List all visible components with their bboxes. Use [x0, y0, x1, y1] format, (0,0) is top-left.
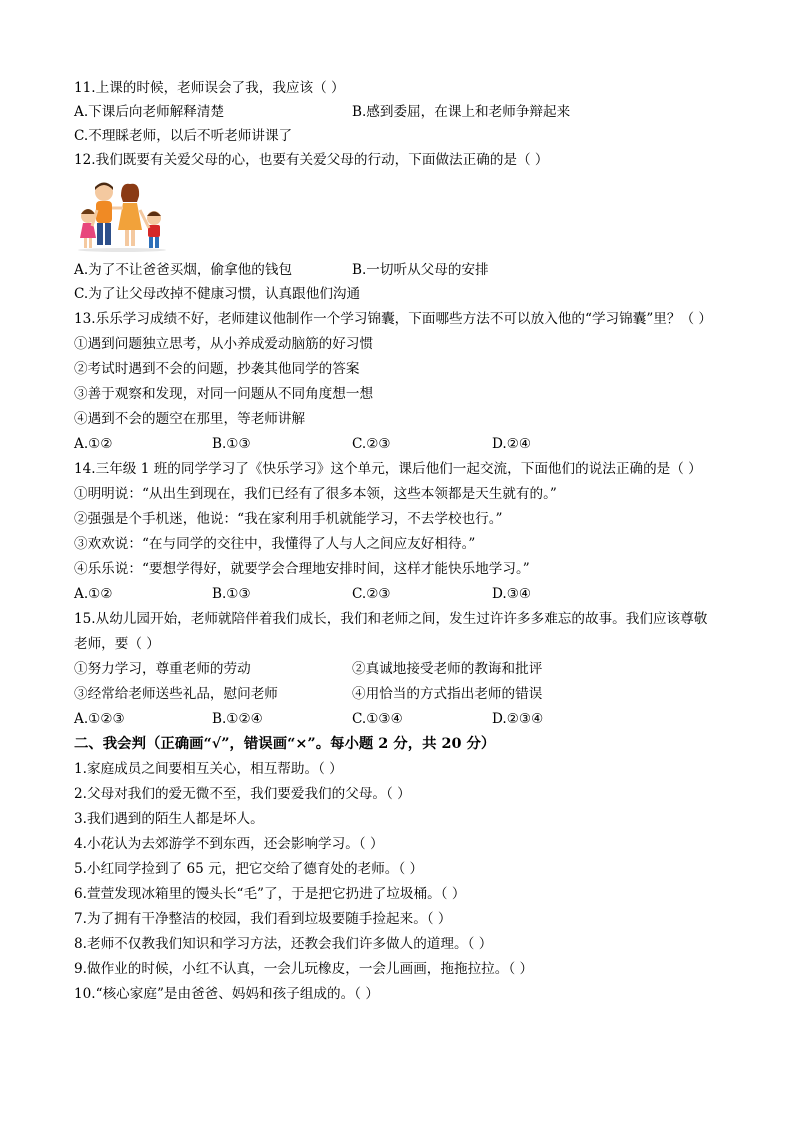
- judgment-item: 8.老师不仅教我们知识和学习方法，还教会我们许多做人的道理。（ ）: [74, 936, 493, 952]
- section-heading: 二、我会判（正确画“√”，错误画“×”。每小题 2 分，共 20 分）: [74, 735, 496, 752]
- question-13-item: ③善于观察和发现，对同一问题从不同角度想一想: [74, 386, 374, 402]
- family-illustration: [74, 180, 170, 252]
- question-14-item: ④乐乐说：“要想学得好，就要学会合理地安排时间，这样才能快乐地学习。”: [74, 561, 530, 577]
- judgment-item: 5.小红同学捡到了 65 元，把它交给了德育处的老师。（ ）: [74, 861, 424, 877]
- question-13-item: ④遇到不会的题空在那里，等老师讲解: [74, 411, 306, 427]
- question-14-option-c: C.②③: [352, 586, 391, 602]
- question-15-option-d: D.②③④: [492, 711, 544, 727]
- question-13-item: ①遇到问题独立思考，从小养成爱动脑筋的好习惯: [74, 336, 374, 352]
- question-13-option-a: A.①②: [74, 436, 113, 452]
- question-12-option-a: A.为了不让爸爸买烟，偷拿他的钱包: [74, 262, 293, 278]
- question-13-option-b: B.①③: [212, 436, 251, 452]
- question-11-option-c: C.不理睬老师，以后不听老师讲课了: [74, 128, 293, 144]
- judgment-item: 7.为了拥有干净整洁的校园，我们看到垃圾要随手捡起来。（ ）: [74, 911, 452, 927]
- judgment-item: 10.“核心家庭”是由爸爸、妈妈和孩子组成的。（ ）: [74, 986, 379, 1002]
- judgment-item: 6.萱萱发现冰箱里的馒头长“毛”了，于是把它扔进了垃圾桶。（ ）: [74, 886, 466, 902]
- question-15-option-c: C.①③④: [352, 711, 403, 727]
- question-12-stem: 12.我们既要有关爱父母的心，也要有关爱父母的行动，下面做法正确的是（ ）: [74, 152, 549, 168]
- judgment-item: 2.父母对我们的爱无微不至，我们要爱我们的父母。（ ）: [74, 786, 411, 802]
- question-14-option-b: B.①③: [212, 586, 251, 602]
- question-12-option-b: B.一切听从父母的安排: [352, 262, 489, 278]
- question-13-stem: 13.乐乐学习成绩不好，老师建议他制作一个学习锦囊，下面哪些方法不可以放入他的“学习锦囊”里？（ ）: [74, 311, 712, 327]
- question-13-item: ②考试时遇到不会的问题，抄袭其他同学的答案: [74, 361, 360, 377]
- judgment-item: 9.做作业的时候，小红不认真，一会儿玩橡皮，一会儿画画，拖拖拉拉。（ ）: [74, 961, 534, 977]
- question-14-item: ①明明说：“从出生到现在，我们已经有了很多本领，这些本领都是天生就有的。”: [74, 486, 557, 502]
- question-14-option-d: D.③④: [492, 586, 532, 602]
- judgment-item: 3.我们遇到的陌生人都是坏人。: [74, 811, 264, 827]
- question-11-stem: 11.上课的时候，老师误会了我，我应该（ ）: [74, 80, 345, 96]
- judgment-item: 1.家庭成员之间要相互关心，相互帮助。（ ）: [74, 761, 343, 777]
- question-13-option-c: C.②③: [352, 436, 391, 452]
- question-13-option-d: D.②④: [492, 436, 532, 452]
- question-15-option-b: B.①②④: [212, 711, 263, 727]
- question-15-item: ①努力学习，尊重老师的劳动: [74, 661, 251, 677]
- question-14-item: ③欢欢说：“在与同学的交往中，我懂得了人与人之间应友好相待。”: [74, 536, 476, 552]
- question-14-item: ②强强是个手机迷，他说：“我在家利用手机就能学习，不去学校也行。”: [74, 511, 503, 527]
- question-12-option-c: C.为了让父母改掉不健康习惯，认真跟他们沟通: [74, 286, 361, 302]
- question-15-stem: 15.从幼儿园开始，老师就陪伴着我们成长，我们和老师之间，发生过许许多多难忘的故事。我们应该尊敬: [74, 611, 708, 627]
- question-15-item: ③经常给老师送些礼品，慰问老师: [74, 686, 278, 702]
- question-15-item: ②真诚地接受老师的教诲和批评: [352, 661, 543, 677]
- question-15-option-a: A.①②③: [74, 711, 125, 727]
- question-14-option-a: A.①②: [74, 586, 113, 602]
- judgment-item: 4.小花认为去郊游学不到东西，还会影响学习。（ ）: [74, 836, 384, 852]
- question-14-stem: 14.三年级 1 班的同学学习了《快乐学习》这个单元，课后他们一起交流，下面他们的说法正确的是（ ）: [74, 461, 702, 477]
- question-11-option-a: A.下课后向老师解释清楚: [74, 104, 225, 120]
- question-11-option-b: B.感到委屈，在课上和老师争辩起来: [352, 104, 571, 120]
- question-15-stem-continued: 老师，要（ ）: [74, 636, 160, 652]
- question-15-item: ④用恰当的方式指出老师的错误: [352, 686, 543, 702]
